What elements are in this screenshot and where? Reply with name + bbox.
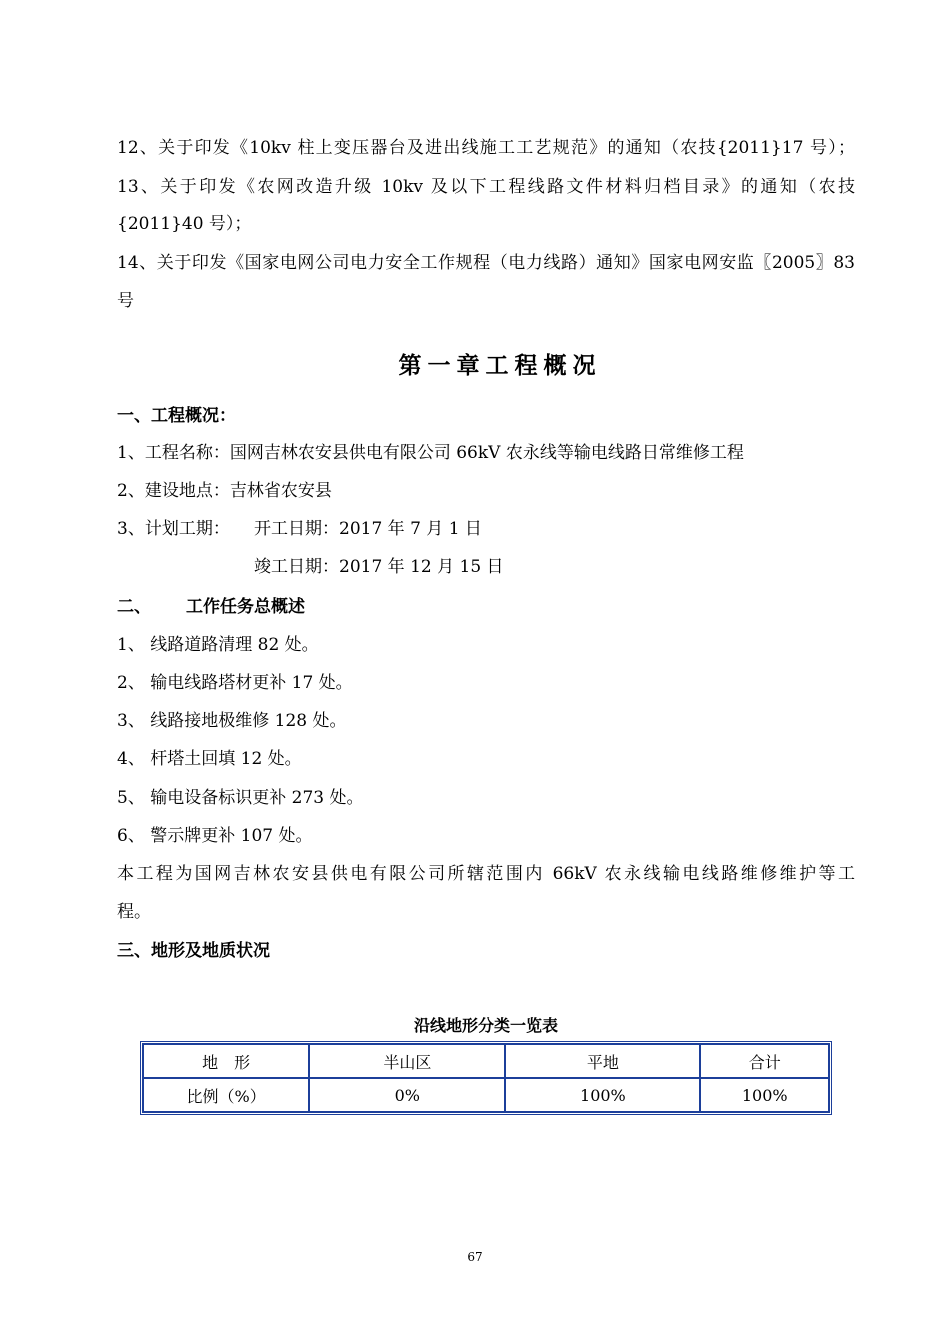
project-name: 1、工程名称：国网吉林农安县供电有限公司 66kV 农永线等输电线路日常维修工程 (117, 443, 744, 463)
schedule-label: 3、计划工期： (117, 519, 230, 539)
task-item-6: 6、 警示牌更补 107 处。 (117, 826, 313, 846)
task-item-4: 4、 杆塔土回填 12 处。 (117, 749, 302, 769)
reference-item-13-continued: {2011}40 号）； (117, 214, 252, 234)
task-item-1: 1、 线路道路清理 82 处。 (117, 635, 319, 655)
task-item-2: 2、 输电线路塔材更补 17 处。 (117, 673, 353, 693)
section-heading-tasks: 工作任务总概述 (186, 597, 305, 617)
section-heading-overview: 一、工程概况： (117, 406, 236, 426)
table-header-cell: 平地 (505, 1044, 700, 1078)
page-number: 67 (467, 1250, 483, 1264)
reference-item-13: 13、关于印发《农网改造升级 10kv 及以下工程线路文件材料归档目录》的通知（农技 (117, 177, 855, 197)
table-cell: 0% (309, 1078, 505, 1112)
table-header-cell: 半山区 (309, 1044, 505, 1078)
reference-item-14: 14、关于印发《国家电网公司电力安全工作规程（电力线路）通知》国家电网安监〖2005〗83 (117, 253, 855, 273)
table-header-cell: 合计 (700, 1044, 829, 1078)
project-summary-continued: 程。 (117, 902, 151, 922)
construction-location: 2、建设地点：吉林省农安县 (117, 481, 332, 501)
section-heading-terrain: 三、地形及地质状况 (117, 941, 270, 961)
reference-item-14-continued: 号 (117, 291, 134, 311)
task-item-3: 3、 线路接地极维修 128 处。 (117, 711, 347, 731)
table-header-row (143, 1044, 829, 1078)
project-summary: 本工程为国网吉林农安县供电有限公司所辖范围内 66kV 农永线输电线路维修维护等工 (117, 864, 855, 884)
terrain-table (140, 1041, 832, 1115)
reference-item-12: 12、关于印发《10kv 柱上变压器台及进出线施工工艺规范》的通知（农技{2011}17 号）； (117, 138, 855, 158)
section-heading-number-tasks: 二、 (117, 597, 151, 617)
table-row (143, 1078, 829, 1112)
table-header-cell: 地 形 (143, 1044, 309, 1078)
end-date: 竣工日期：2017 年 12 月 15 日 (254, 557, 504, 577)
task-item-5: 5、 输电设备标识更补 273 处。 (117, 788, 364, 808)
table-cell: 100% (700, 1078, 829, 1112)
table-cell: 比例（%） (143, 1078, 309, 1112)
table-cell: 100% (505, 1078, 700, 1112)
table-caption: 沿线地形分类一览表 (413, 1016, 558, 1035)
start-date: 开工日期：2017 年 7 月 1 日 (254, 519, 482, 539)
chapter-title: 第一章工程概况 (398, 353, 602, 379)
